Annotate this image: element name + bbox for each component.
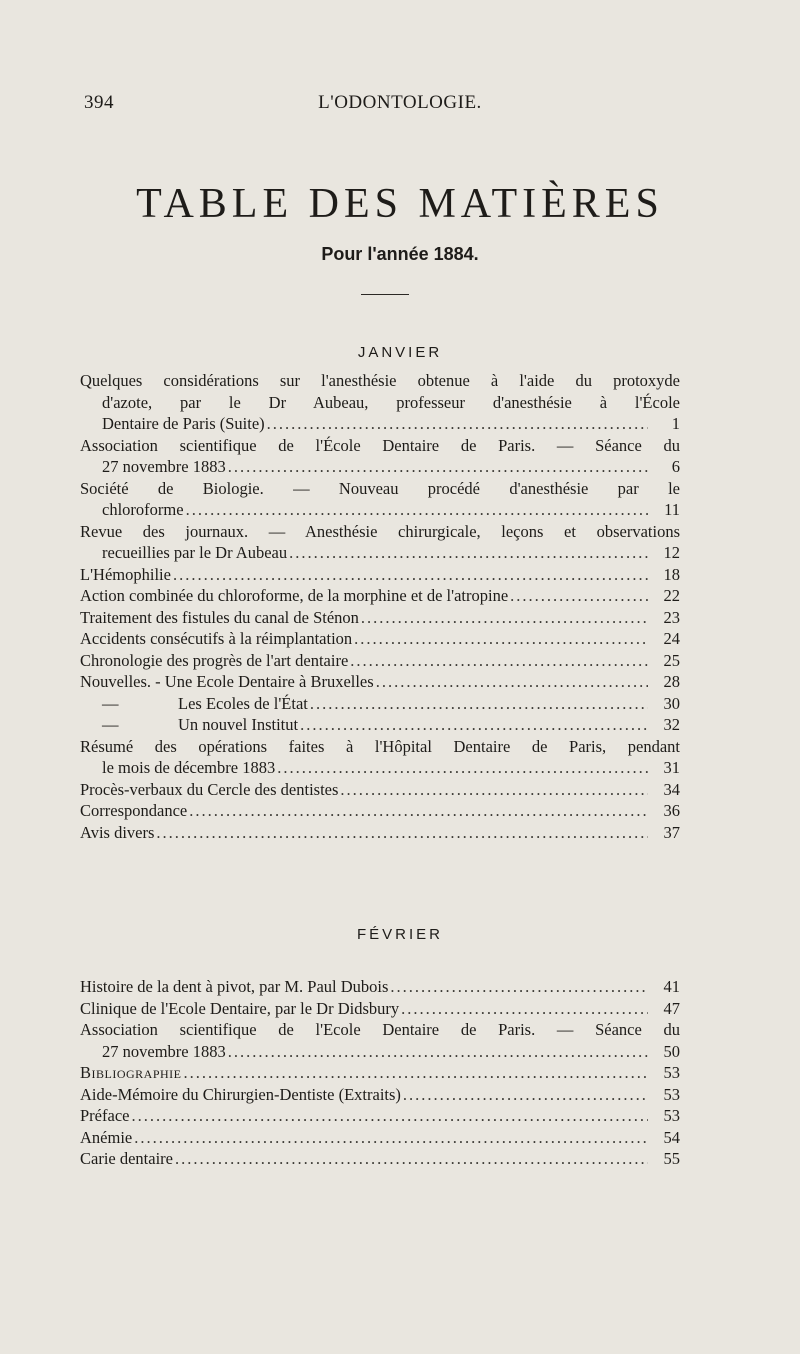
toc-page-number: 54 — [663, 1127, 680, 1147]
section-heading-fevrier: FÉVRIER — [356, 926, 443, 943]
toc-entry — [80, 998, 680, 1020]
dot-leader — [134, 1127, 648, 1149]
dot-leader — [186, 499, 648, 521]
toc-page-number: 50 — [663, 1041, 680, 1061]
toc-page-number: 32 — [663, 715, 680, 734]
toc-entry — [80, 1148, 680, 1170]
toc-page-number: 28 — [663, 672, 680, 691]
dot-leader — [267, 413, 648, 435]
dot-leader — [340, 779, 648, 801]
dot-leader — [156, 822, 648, 844]
section-heading-janvier: JANVIER — [357, 344, 443, 361]
toc-page-number: 53 — [663, 1106, 680, 1125]
toc-page-number: 6 — [671, 457, 680, 476]
toc-entry — [80, 1127, 680, 1149]
toc-page-number: 34 — [663, 779, 680, 799]
toc-entry-title: Action combinée du chloroforme, de la morphine et de l'atropine — [80, 586, 509, 605]
toc-entry-title: Anémie — [80, 1127, 133, 1147]
ditto-dash: — — [102, 715, 119, 734]
dot-leader — [184, 1062, 649, 1084]
toc-page-number: 55 — [663, 1149, 680, 1168]
toc-entry — [80, 779, 680, 801]
toc-page-number: 1 — [671, 414, 680, 433]
toc-entry-title: Carie dentaire — [80, 1149, 173, 1168]
toc-list-fevrier — [80, 976, 680, 1170]
dot-leader — [289, 542, 648, 564]
toc-page-number: 25 — [663, 650, 680, 670]
toc-entry-title: 27 novembre 1883 — [102, 1041, 226, 1061]
toc-entry — [80, 671, 680, 693]
dot-leader — [300, 714, 648, 736]
toc-entry-title: Un nouvel Institut — [178, 715, 299, 734]
toc-entry — [80, 1084, 680, 1106]
toc-entry — [80, 370, 680, 435]
dot-leader — [354, 628, 648, 650]
dot-leader — [310, 693, 648, 715]
toc-entry-line: Quelques considérations sur l'anesthésie obtenue à l'aide du protoxyde — [80, 371, 680, 390]
toc-entry-title: Les Ecoles de l'État — [178, 693, 308, 713]
toc-entry-title: chloroforme — [102, 500, 184, 519]
toc-entry-title: Bibliographie — [80, 1063, 182, 1082]
dot-leader — [350, 650, 648, 672]
toc-entry-title: Histoire de la dent à pivot, par M. Paul Dubois — [80, 977, 389, 996]
toc-entry — [80, 736, 680, 779]
toc-page-number: 37 — [663, 822, 680, 842]
toc-entry-title: Procès-verbaux du Cercle des dentistes — [80, 779, 339, 799]
toc-page-number: 41 — [663, 977, 680, 996]
toc-entry-title: le mois de décembre 1883 — [102, 758, 276, 777]
ditto-dash: — — [102, 693, 119, 713]
toc-page-number: 22 — [663, 586, 680, 605]
toc-entry-line: Association scientifique de l'École Dentaire de Paris. — Séance du — [80, 435, 680, 455]
toc-list-janvier — [80, 370, 680, 843]
running-title: L'ODONTOLOGIE. — [318, 92, 482, 113]
toc-page-number: 53 — [663, 1084, 680, 1104]
toc-entry-title: Clinique de l'Ecole Dentaire, par le Dr Didsbury — [80, 998, 400, 1018]
toc-page-number: 30 — [663, 693, 680, 713]
dot-leader — [390, 976, 648, 998]
toc-entry-title: Préface — [80, 1106, 130, 1125]
dot-leader — [510, 585, 648, 607]
toc-entry — [80, 976, 680, 998]
toc-entry-line: d'azote, par le Dr Aubeau, professeur d'anesthésie à l'École — [102, 392, 680, 412]
dot-leader — [401, 998, 648, 1020]
dot-leader — [376, 671, 648, 693]
toc-entry — [80, 1105, 680, 1127]
dot-leader — [173, 564, 648, 586]
toc-entry-title: Nouvelles. - Une Ecole Dentaire à Bruxelles — [80, 672, 374, 691]
toc-entry — [80, 1062, 680, 1084]
toc-entry — [80, 800, 680, 822]
toc-entry — [80, 693, 680, 715]
dot-leader — [403, 1084, 648, 1106]
toc-entry-title: recueillies par le Dr Aubeau — [102, 543, 288, 562]
page-number: 394 — [84, 92, 114, 113]
toc-entry-title: Traitement des fistules du canal de Sténon — [80, 607, 359, 627]
toc-entry-title: Aide-Mémoire du Chirurgien-Dentiste (Extraits) — [80, 1084, 401, 1104]
dot-leader — [277, 757, 648, 779]
toc-entry-title: Correspondance — [80, 801, 188, 820]
dot-leader — [228, 1041, 648, 1063]
toc-entry-line: Revue des journaux. — Anesthésie chirurgicale, leçons et observations — [80, 521, 680, 541]
toc-entry-title: Chronologie des progrès de l'art dentaire — [80, 650, 349, 670]
toc-page-number: 47 — [663, 998, 680, 1018]
toc-entry-title: 27 novembre 1883 — [102, 457, 226, 476]
page-title: TABLE DES MATIÈRES — [136, 181, 664, 227]
toc-page-number: 11 — [664, 500, 680, 519]
toc-entry — [80, 435, 680, 478]
dot-leader — [361, 607, 648, 629]
dot-leader — [175, 1148, 648, 1170]
toc-entry-title: Avis divers — [80, 822, 155, 842]
toc-page-number: 24 — [663, 629, 680, 648]
toc-entry-title: L'Hémophilie — [80, 564, 171, 584]
toc-entry — [80, 564, 680, 586]
toc-entry — [80, 650, 680, 672]
toc-page-number: 12 — [663, 543, 680, 562]
toc-entry-line: Société de Biologie. — Nouveau procédé d'anesthésie par le — [80, 478, 680, 498]
title-rule — [361, 294, 409, 295]
toc-entry — [80, 822, 680, 844]
page-subtitle: Pour l'année 1884. — [321, 244, 479, 264]
toc-entry — [80, 1019, 680, 1062]
dot-leader — [131, 1105, 648, 1127]
dot-leader — [228, 456, 648, 478]
toc-entry-line: Résumé des opérations faites à l'Hôpital Dentaire de Paris, pendant — [80, 736, 680, 756]
toc-entry — [80, 628, 680, 650]
toc-page-number: 53 — [663, 1063, 680, 1082]
toc-page-number: 36 — [663, 801, 680, 820]
toc-entry — [80, 478, 680, 521]
toc-entry — [80, 714, 680, 736]
toc-page-number: 18 — [663, 564, 680, 584]
toc-entry-line: Association scientifique de l'Ecole Dentaire de Paris. — Séance du — [80, 1020, 680, 1039]
toc-page-number: 31 — [663, 758, 680, 777]
toc-entry-title: Dentaire de Paris (Suite) — [102, 414, 265, 433]
dot-leader — [189, 800, 648, 822]
toc-entry-title: Accidents consécutifs à la réimplantation — [80, 629, 353, 648]
toc-entry — [80, 607, 680, 629]
toc-page-number: 23 — [663, 607, 680, 627]
toc-entry — [80, 585, 680, 607]
toc-entry — [80, 521, 680, 564]
